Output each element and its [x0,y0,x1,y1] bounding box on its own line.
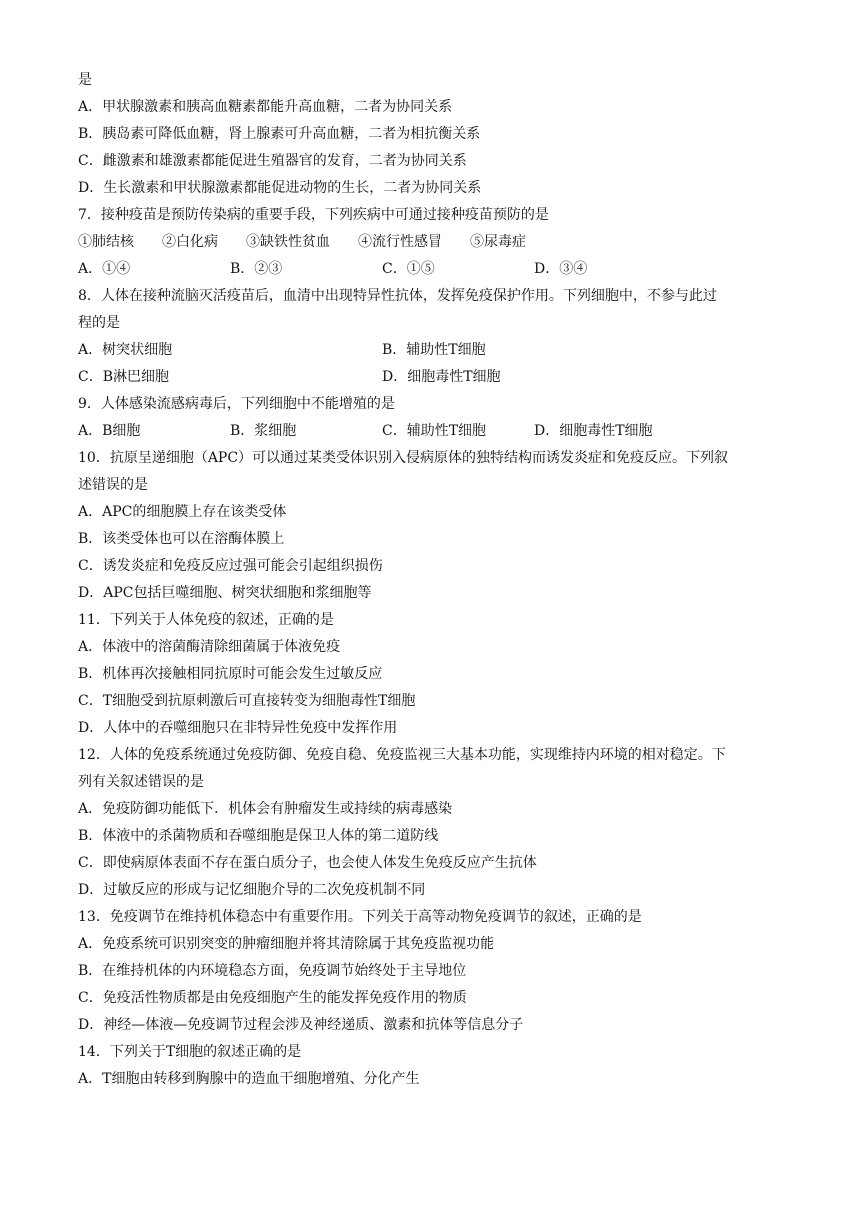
option-b: B．体液中的杀菌物质和吞噬细胞是保卫人体的第二道防线 [78,828,439,844]
option-b: B．在维持机体的内环境稳态方面，免疫调节始终处于主导地位 [78,963,467,979]
option-c: C．诱发炎症和免疫反应过强可能会引起组织损伤 [78,558,383,574]
question-7-items: ①肺结核 ②白化病 ③缺铁性贫血 ④流行性感冒 ⑤尿毒症 [78,234,526,250]
option-b: B．辅助性T细胞 [382,342,486,358]
option-b: B．胰岛素可降低血糖，肾上腺素可升高血糖，二者为相抗衡关系 [78,126,481,142]
question-12: 12．人体的免疫系统通过免疫防御、免疫自稳、免疫监视三大基本功能，实现维持内环境的相对稳定。下 [78,747,726,763]
option-c: C．免疫活性物质都是由免疫细胞产生的能发挥免疫作用的物质 [78,990,467,1006]
option-d: D．过敏反应的形成与记忆细胞介导的二次免疫机制不同 [78,882,426,898]
question-13: 13．免疫调节在维持机体稳态中有重要作用。下列关于高等动物免疫调节的叙述，正确的是 [78,909,642,925]
option-d: D．生长激素和甲状腺激素都能促进动物的生长，二者为协同关系 [78,180,482,196]
option-c: C．辅助性T细胞 [382,423,487,439]
option-c: C．B淋巴细胞 [78,369,169,385]
question-7: 7．接种疫苗是预防传染病的重要手段，下列疾病中可通过接种疫苗预防的是 [78,207,549,223]
option-c: C．雌激素和雄激素都能促进生殖器官的发育，二者为协同关系 [78,153,467,169]
option-a: A．T细胞由转移到胸腺中的造血干细胞增殖、分化产生 [78,1071,420,1087]
option-c: C．T细胞受到抗原刺激后可直接转变为细胞毒性T细胞 [78,693,416,709]
question-10: 10．抗原呈递细胞（APC）可以通过某类受体识别入侵病原体的独特结构而诱发炎症和免疫反应。下列叙 [78,450,729,466]
option-d: D．人体中的吞噬细胞只在非特异性免疫中发挥作用 [78,720,398,736]
option-b: B．浆细胞 [230,423,297,439]
question-12-cont: 列有关叙述错误的是 [78,774,204,790]
option-b: B．②③ [230,261,283,277]
option-d: D．③④ [534,261,588,277]
question-14: 14．下列关于T细胞的叙述正确的是 [78,1044,302,1060]
option-c: C．即使病原体表面不存在蛋白质分子，也会使人体发生免疫反应产生抗体 [78,855,537,871]
question-8-cont: 程的是 [78,315,120,331]
option-b: B．该类受体也可以在溶酶体膜上 [78,531,285,547]
option-a: A．APC的细胞膜上存在该类受体 [78,504,287,520]
option-a: A．免疫防御功能低下．机体会有肿瘤发生或持续的病毒感染 [78,801,453,817]
option-d: D．神经—体液—免疫调节过程会涉及神经递质、激素和抗体等信息分子 [78,1017,524,1033]
question-11: 11．下列关于人体免疫的叙述，正确的是 [78,612,334,628]
option-d: D．细胞毒性T细胞 [534,423,653,439]
question-9: 9．人体感染流感病毒后，下列细胞中不能增殖的是 [78,396,395,412]
option-d: D．APC包括巨噬细胞、树突状细胞和浆细胞等 [78,585,372,601]
option-c: C．①⑤ [382,261,435,277]
option-a: A．树突状细胞 [78,342,173,358]
option-a: A．甲状腺激素和胰高血糖素都能升高血糖，二者为协同关系 [78,99,453,115]
option-a: A．B细胞 [78,423,141,439]
option-a: A．体液中的溶菌酶清除细菌属于体液免疫 [78,639,341,655]
option-a: A．免疫系统可识别突变的肿瘤细胞并将其清除属于其免疫监视功能 [78,936,495,952]
option-d: D．细胞毒性T细胞 [382,369,501,385]
question-10-cont: 述错误的是 [78,477,148,493]
option-b: B．机体再次接触相同抗原时可能会发生过敏反应 [78,666,383,682]
option-a: A．①④ [78,261,131,277]
question-8: 8．人体在接种流脑灭活疫苗后，血清中出现特异性抗体，发挥免疫保护作用。下列细胞中，不参与此过 [78,288,717,304]
text-line: 是 [78,72,92,88]
